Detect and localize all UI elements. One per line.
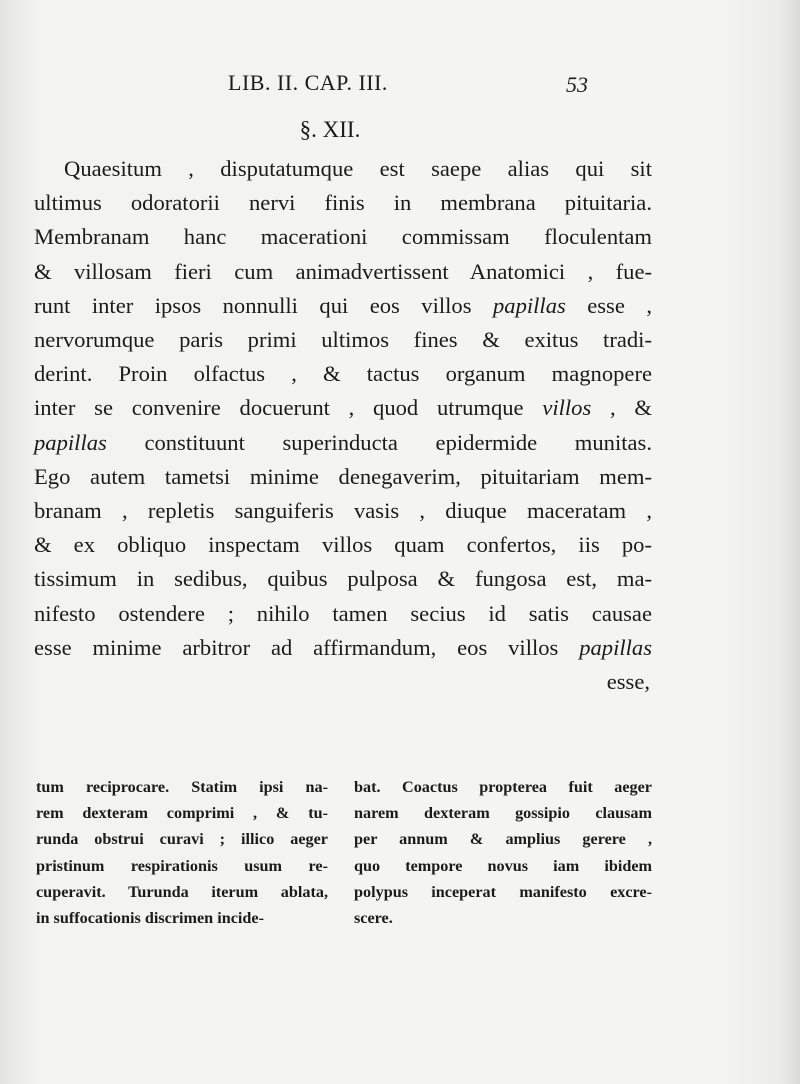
italic-term: papillas	[579, 634, 652, 660]
text-line: papillas constituunt superinducta epidermide munitas.	[34, 429, 652, 455]
text-line: branam , repletis sanguiferis vasis , diuque maceratam ,	[34, 498, 652, 524]
footnote-column-right	[354, 774, 652, 931]
italic-term: villos	[542, 395, 592, 421]
footnote-line: runda obstrui curavi ; illico aeger	[36, 830, 328, 849]
footnote-line: bat. Coactus propterea fuit aeger	[354, 778, 652, 796]
footnote-line: per annum & amplius gerere ,	[354, 830, 652, 849]
footnote-line: quo tempore novus iam ibidem	[354, 856, 652, 875]
footnote-line: cuperavit. Turunda iterum ablata,	[36, 882, 328, 901]
running-head-title: LIB. II. CAP. III.	[228, 70, 388, 95]
text-line: esse minime arbitror ad affirmandum, eos villos papillas	[34, 634, 652, 660]
running-head	[0, 70, 800, 110]
text-line: runt inter ipsos nonnulli qui eos villos papillas esse ,	[34, 292, 652, 318]
text-line: nervorumque paris primi ultimos fines & exitus tradi-	[34, 327, 652, 353]
footnote-line: pristinum respirationis usum re-	[36, 856, 328, 875]
text-line: Membranam hanc macerationi commissam floculentam	[34, 224, 652, 250]
text-line: esse,	[606, 669, 650, 695]
footnote-line: polypus inceperat manifesto excre-	[354, 882, 652, 901]
text-line: tissimum in sedibus, quibus pulposa & fungosa est, ma-	[34, 566, 652, 592]
text-line: & villosam fieri cum animadvertissent Anatomici , fue-	[34, 258, 652, 284]
text-line: ultimus odoratorii nervi finis in membrana pituitaria.	[34, 190, 652, 216]
footnote-line: tum reciprocare. Statim ipsi na-	[36, 778, 328, 796]
footnote-line: in suffocationis discrimen incide-	[36, 909, 264, 928]
text-line: Ego autem tametsi minime denegaverim, pituitariam mem-	[34, 463, 652, 489]
italic-term: papillas	[34, 429, 107, 455]
page-number: 53	[566, 72, 588, 97]
text-line: Quaesitum , disputatumque est saepe alias qui sit	[64, 156, 652, 181]
footnote-line: narem dexteram gossipio clausam	[354, 804, 652, 823]
page-edge-shadow	[780, 0, 800, 1084]
text-line: inter se convenire docuerunt , quod utrumque villos , &	[34, 395, 652, 421]
main-paragraph	[34, 152, 652, 699]
text-line: & ex obliquo inspectam villos quam confertos, iis po-	[34, 532, 652, 558]
italic-term: papillas	[492, 292, 566, 318]
text-line: nifesto ostendere ; nihilo tamen secius id satis causae	[34, 600, 652, 626]
text-line: derint. Proin olfactus , & tactus organum magnopere	[34, 361, 652, 387]
section-heading: §. XII.	[299, 117, 361, 142]
footnote-column-left	[36, 774, 328, 931]
footnote-line: scere.	[354, 909, 393, 928]
footnote-line: rem dexteram comprimi , & tu-	[36, 804, 328, 823]
